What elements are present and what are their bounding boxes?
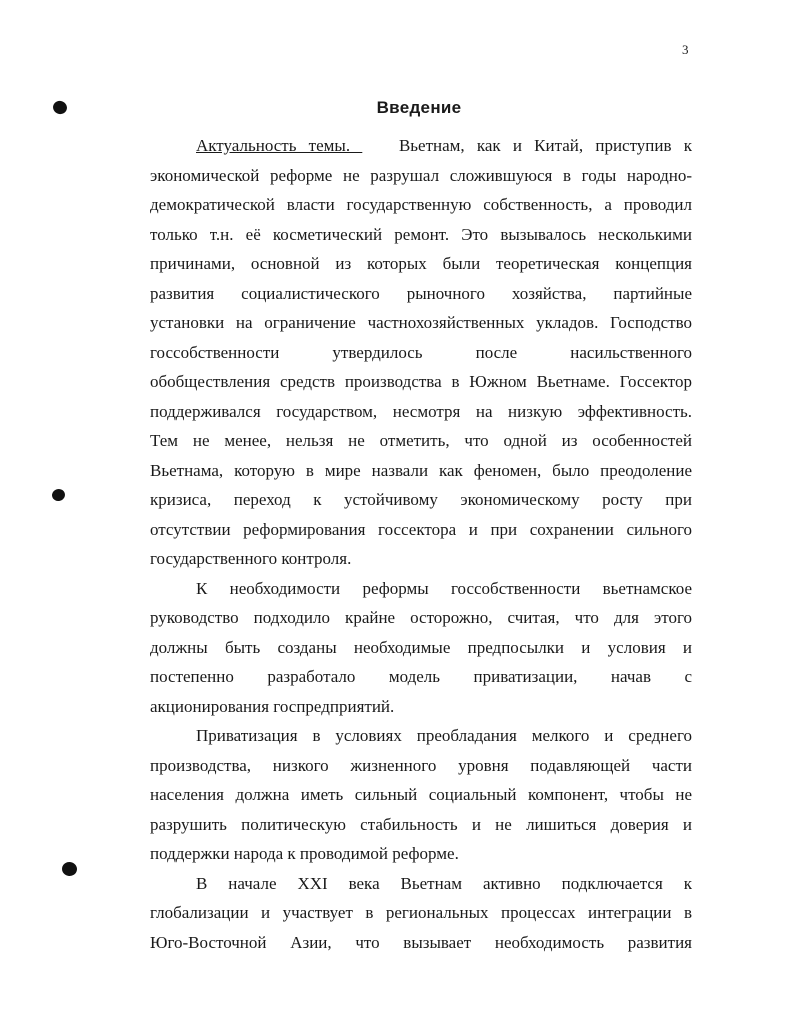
- text-line: только т.н. её косметический ремонт. Это вызывалось несколькими: [150, 224, 692, 244]
- text-line: поддержки народа к проводимой реформе.: [150, 844, 459, 863]
- text-line: Вьетнама, которую в мире назвали как феномен, было преодоление: [150, 460, 692, 480]
- text-line: производства, низкого жизненного уровня подавляющей части: [150, 755, 692, 775]
- text-line: развития социалистического рыночного хозяйства, партийные: [150, 283, 692, 303]
- text-line: кризиса, переход к устойчивому экономическому росту при: [150, 490, 692, 509]
- ink-blot-mark: [51, 488, 67, 503]
- text-line: должны быть созданы необходимые предпосылки и условия и: [150, 637, 692, 657]
- page-number: 3: [682, 42, 689, 57]
- text-line: поддерживался государством, несмотря на низкую эффективность.: [150, 401, 692, 421]
- ink-blot-mark: [61, 861, 78, 877]
- text-line: установки на ограничение частнохозяйственных укладов. Господство: [150, 313, 692, 332]
- text-line: демократической власти государственную собственность, а проводил: [150, 195, 692, 214]
- section-label: Актуальность темы.: [196, 136, 363, 155]
- document-body: [150, 131, 692, 957]
- text-line: отсутствии реформирования госсектора и при сохранении сильного: [150, 519, 692, 539]
- text-line: разрушить политическую стабильность и не лишиться доверия и: [150, 814, 692, 834]
- text-line: К необходимости реформы госсобственности вьетнамское: [196, 578, 692, 598]
- text-line: Приватизация в условиях преобладания мелкого и среднего: [196, 726, 692, 745]
- text-line: Актуальность темы. Вьетнам, как и Китай, приступив к: [196, 136, 692, 155]
- text-line: акционирования госпредприятий.: [150, 696, 395, 716]
- text-line: причинами, основной из которых были теоретическая концепция: [150, 254, 692, 273]
- text-line: руководство подходило крайне осторожно, считая, что для этого: [150, 608, 692, 627]
- text-line: постепенно разработало модель приватизации, начав с: [150, 667, 692, 686]
- text-line: Тем не менее, нельзя не отметить, что одной из особенностей: [150, 431, 692, 450]
- text-line: В начале XXI века Вьетнам активно подключается к: [196, 873, 692, 893]
- text-line: глобализации и участвует в региональных процессах интеграции в: [150, 903, 692, 922]
- text-line: государственного контроля.: [150, 549, 352, 568]
- text-line: обобществления средств производства в Южном Вьетнаме. Госсектор: [150, 372, 692, 391]
- text-line: экономической реформе не разрушал сложившуюся в годы народно-: [150, 165, 692, 185]
- text-line: госсобственности утвердилось после насильственного: [150, 342, 692, 362]
- page-title: Введение: [376, 98, 462, 117]
- text-line: населения должна иметь сильный социальный компонент, чтобы не: [150, 785, 692, 804]
- text-line: Юго-Восточной Азии, что вызывает необходимость развития: [150, 932, 692, 952]
